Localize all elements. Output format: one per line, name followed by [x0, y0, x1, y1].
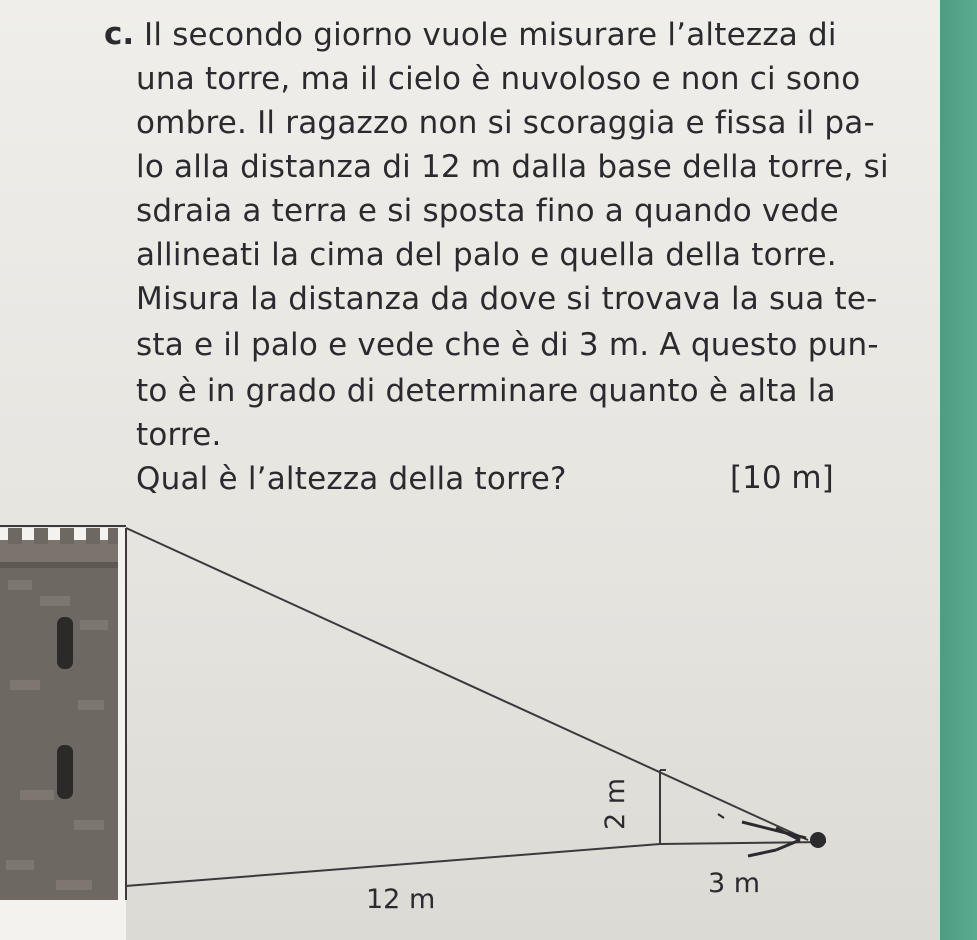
text-line-6: allineati la cima del palo e quella della torre. — [136, 237, 837, 273]
tower-illustration — [0, 528, 118, 900]
text-line-7: Misura la distanza da dove si trovava la sua te- — [136, 281, 878, 317]
tower-window-lower — [57, 745, 73, 799]
text-line-3: ombre. Il ragazzo non si scoraggia e fissa il pa- — [136, 105, 875, 141]
tower-distance-label: 12 m — [366, 884, 436, 915]
exercise-letter: c. — [104, 16, 135, 52]
person-head — [810, 832, 826, 848]
text-line-8: sta e il palo e vede che è di 3 m. A questo pun- — [136, 327, 879, 363]
text-line-2: una torre, ma il cielo è nuvoloso e non ci sono — [136, 61, 861, 97]
tower-window-upper — [57, 617, 73, 669]
pole-distance-label: 3 m — [708, 868, 761, 899]
ground-line — [126, 844, 660, 886]
text-line-10: torre. — [136, 417, 222, 453]
green-page-edge — [940, 0, 977, 940]
person-figure — [718, 814, 826, 856]
pole-height-label: 2 m — [600, 777, 631, 830]
sight-line — [126, 528, 808, 840]
question-line: Qual è l’altezza della torre? — [136, 461, 567, 497]
text-line-1: Il secondo giorno vuole misurare l’altezza di — [144, 17, 837, 53]
answer-value: [10 m] — [730, 460, 834, 496]
text-line-5: sdraia a terra e si sposta fino a quando vede — [136, 193, 839, 229]
text-line-9: to è in grado di determinare quanto è alta la — [136, 373, 836, 409]
text-line-4: lo alla distanza di 12 m dalla base della torre, si — [136, 149, 889, 185]
